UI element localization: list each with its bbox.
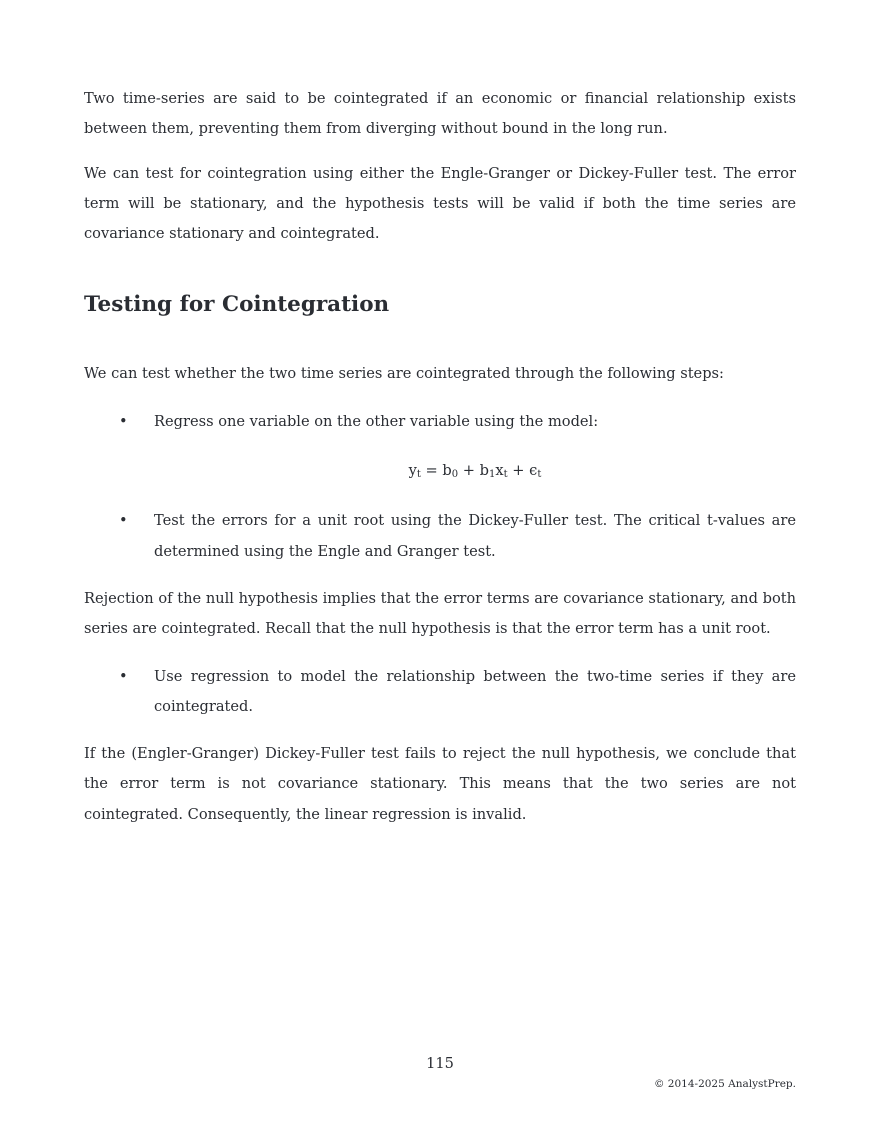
regression-list <box>84 662 796 723</box>
document-page <box>84 84 796 830</box>
list-item-text: Regress one variable on the other variable using the model: <box>154 412 599 430</box>
steps-intro-paragraph: We can test whether the two time series are cointegrated through the following steps: <box>84 365 724 383</box>
bullet-icon: • <box>119 512 128 530</box>
steps-list <box>84 407 796 437</box>
list-item-text: Use regression to model the relationship between the two-time series if they are cointegrated. <box>154 667 796 715</box>
regression-formula: $y_t = b_0 + b_1x_t + \epsilon_t$ <box>408 462 542 481</box>
list-item <box>84 662 796 723</box>
page-number: 115 <box>426 1055 454 1072</box>
list-item-text: Test the errors for a unit root using the Dickey-Fuller test. The critical t-values are determined using the Engle and Granger test. <box>154 512 796 560</box>
rejection-paragraph: Rejection of the null hypothesis implies that the error terms are covariance stationary, and both series are cointegrated. Recall that the null hypothesis is that the error term has a unit root. <box>84 589 796 638</box>
intro-paragraph: Two time-series are said to be cointegrated if an economic or financial relationship exists between them, preventing them from diverging without bound in the long run. <box>84 90 796 138</box>
steps-list-continued <box>84 506 796 567</box>
list-item <box>84 407 796 437</box>
bullet-icon: • <box>119 412 128 430</box>
test-methods-paragraph: We can test for cointegration using either the Engle-Granger or Dickey-Fuller test. The error term will be stationary, and the hypothesis tests will be valid if both the time series are covariance stationary and cointegrated. <box>84 164 796 243</box>
section-heading: Testing for Cointegration <box>84 292 390 318</box>
bullet-icon: • <box>119 667 128 685</box>
copyright-notice: © 2014-2025 AnalystPrep. <box>653 1078 796 1090</box>
conclusion-paragraph: If the (Engler-Granger) Dickey-Fuller test fails to reject the null hypothesis, we conclude that the error term is not covariance stationary. This means that the two series are not cointegrated. Consequently, the linear regression is invalid. <box>84 745 796 823</box>
list-item <box>84 506 796 567</box>
